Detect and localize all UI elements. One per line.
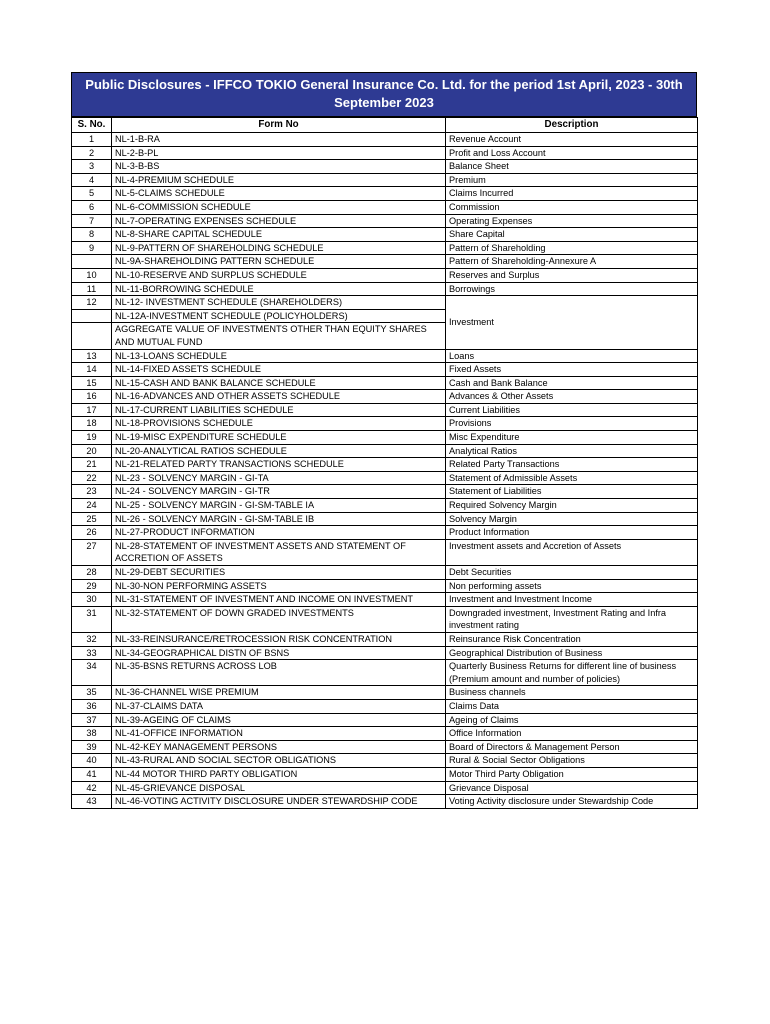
serial-number-cell: 10 bbox=[72, 268, 112, 282]
table-row bbox=[72, 686, 698, 700]
table-row bbox=[72, 403, 698, 417]
table-row bbox=[72, 187, 698, 201]
form-number-link[interactable]: NL-19-MISC EXPENDITURE SCHEDULE bbox=[112, 431, 446, 445]
description-cell: Investment assets and Accretion of Assets bbox=[446, 539, 698, 565]
form-number-link[interactable]: AGGREGATE VALUE OF INVESTMENTS OTHER THAN EQUITY SHARES AND MUTUAL FUND bbox=[112, 323, 446, 349]
description-cell: Related Party Transactions bbox=[446, 458, 698, 472]
serial-number-cell: 16 bbox=[72, 390, 112, 404]
serial-number-cell: 39 bbox=[72, 740, 112, 754]
form-number-link[interactable]: NL-2-B-PL bbox=[112, 146, 446, 160]
table-row bbox=[72, 713, 698, 727]
serial-number-cell: 37 bbox=[72, 713, 112, 727]
table-row bbox=[72, 417, 698, 431]
table-row bbox=[72, 160, 698, 174]
form-number-link[interactable]: NL-33-REINSURANCE/RETROCESSION RISK CONCENTRATION bbox=[112, 632, 446, 646]
description-cell: Solvency Margin bbox=[446, 512, 698, 526]
serial-number-cell: 9 bbox=[72, 241, 112, 255]
serial-number-cell: 26 bbox=[72, 526, 112, 540]
description-cell: Balance Sheet bbox=[446, 160, 698, 174]
description-cell: Voting Activity disclosure under Stewardship Code bbox=[446, 795, 698, 809]
form-number-link[interactable]: NL-8-SHARE CAPITAL SCHEDULE bbox=[112, 228, 446, 242]
table-row bbox=[72, 566, 698, 580]
header-description: Description bbox=[446, 118, 698, 133]
serial-number-cell: 36 bbox=[72, 699, 112, 713]
form-number-link[interactable]: NL-6-COMMISSION SCHEDULE bbox=[112, 200, 446, 214]
form-number-link[interactable]: NL-5-CLAIMS SCHEDULE bbox=[112, 187, 446, 201]
form-number-link[interactable]: NL-1-B-RA bbox=[112, 133, 446, 147]
table-row bbox=[72, 349, 698, 363]
form-number-link[interactable]: NL-32-STATEMENT OF DOWN GRADED INVESTMENTS bbox=[112, 606, 446, 632]
serial-number-cell: 8 bbox=[72, 228, 112, 242]
table-row bbox=[72, 593, 698, 607]
description-cell: Investment bbox=[446, 296, 698, 349]
serial-number-cell: 20 bbox=[72, 444, 112, 458]
description-cell: Product Information bbox=[446, 526, 698, 540]
form-number-link[interactable]: NL-30-NON PERFORMING ASSETS bbox=[112, 579, 446, 593]
description-cell: Quarterly Business Returns for different line of business (Premium amount and number of policies) bbox=[446, 660, 698, 686]
serial-number-cell: 17 bbox=[72, 403, 112, 417]
serial-number-cell: 31 bbox=[72, 606, 112, 632]
table-row bbox=[72, 727, 698, 741]
description-cell: Required Solvency Margin bbox=[446, 499, 698, 513]
description-cell: Loans bbox=[446, 349, 698, 363]
form-number-link[interactable]: NL-42-KEY MANAGEMENT PERSONS bbox=[112, 740, 446, 754]
serial-number-cell: 14 bbox=[72, 363, 112, 377]
table-row bbox=[72, 376, 698, 390]
table-row bbox=[72, 606, 698, 632]
table-row bbox=[72, 241, 698, 255]
serial-number-cell: 1 bbox=[72, 133, 112, 147]
form-number-link[interactable]: NL-4-PREMIUM SCHEDULE bbox=[112, 173, 446, 187]
description-cell: Profit and Loss Account bbox=[446, 146, 698, 160]
table-row bbox=[72, 795, 698, 809]
description-cell: Reinsurance Risk Concentration bbox=[446, 632, 698, 646]
serial-number-cell: 38 bbox=[72, 727, 112, 741]
form-number-link[interactable]: NL-31-STATEMENT OF INVESTMENT AND INCOME ON INVESTMENT bbox=[112, 593, 446, 607]
table-row bbox=[72, 363, 698, 377]
form-number-link[interactable]: NL-10-RESERVE AND SURPLUS SCHEDULE bbox=[112, 268, 446, 282]
serial-number-cell: 19 bbox=[72, 431, 112, 445]
form-number-link[interactable]: NL-43-RURAL AND SOCIAL SECTOR OBLIGATIONS bbox=[112, 754, 446, 768]
description-cell: Analytical Ratios bbox=[446, 444, 698, 458]
description-cell: Grievance Disposal bbox=[446, 781, 698, 795]
description-cell: Board of Directors & Management Person bbox=[446, 740, 698, 754]
form-number-link[interactable]: NL-9-PATTERN OF SHAREHOLDING SCHEDULE bbox=[112, 241, 446, 255]
serial-number-cell bbox=[72, 309, 112, 323]
form-number-link[interactable]: NL-12- INVESTMENT SCHEDULE (SHAREHOLDERS) bbox=[112, 296, 446, 310]
form-number-link[interactable]: NL-39-AGEING OF CLAIMS bbox=[112, 713, 446, 727]
table-row bbox=[72, 781, 698, 795]
description-cell: Borrowings bbox=[446, 282, 698, 296]
form-number-link[interactable]: NL-14-FIXED ASSETS SCHEDULE bbox=[112, 363, 446, 377]
table-row bbox=[72, 512, 698, 526]
header-form-no: Form No bbox=[112, 118, 446, 133]
table-row bbox=[72, 646, 698, 660]
serial-number-cell: 40 bbox=[72, 754, 112, 768]
table-row bbox=[72, 740, 698, 754]
serial-number-cell: 43 bbox=[72, 795, 112, 809]
table-row bbox=[72, 390, 698, 404]
serial-number-cell: 29 bbox=[72, 579, 112, 593]
form-number-link[interactable]: NL-37-CLAIMS DATA bbox=[112, 699, 446, 713]
disclosure-table bbox=[71, 117, 698, 809]
table-row bbox=[72, 526, 698, 540]
serial-number-cell: 4 bbox=[72, 173, 112, 187]
serial-number-cell: 28 bbox=[72, 566, 112, 580]
description-cell: Office Information bbox=[446, 727, 698, 741]
form-number-link[interactable]: NL-35-BSNS RETURNS ACROSS LOB bbox=[112, 660, 446, 686]
form-number-link[interactable]: NL-7-OPERATING EXPENSES SCHEDULE bbox=[112, 214, 446, 228]
form-number-link[interactable]: NL-26 - SOLVENCY MARGIN - GI-SM-TABLE IB bbox=[112, 512, 446, 526]
table-row bbox=[72, 485, 698, 499]
serial-number-cell: 35 bbox=[72, 686, 112, 700]
form-number-link[interactable]: NL-25 - SOLVENCY MARGIN - GI-SM-TABLE IA bbox=[112, 499, 446, 513]
serial-number-cell: 23 bbox=[72, 485, 112, 499]
serial-number-cell: 6 bbox=[72, 200, 112, 214]
form-number-link[interactable]: NL-24 - SOLVENCY MARGIN - GI-TR bbox=[112, 485, 446, 499]
serial-number-cell: 33 bbox=[72, 646, 112, 660]
page-title: Public Disclosures - IFFCO TOKIO General Insurance Co. Ltd. for the period 1st April, 2023 - 30th September 2023 bbox=[71, 72, 697, 117]
form-number-link[interactable]: NL-41-OFFICE INFORMATION bbox=[112, 727, 446, 741]
disclosure-sheet bbox=[71, 72, 697, 809]
table-row bbox=[72, 444, 698, 458]
description-cell: Downgraded investment, Investment Rating and Infra investment rating bbox=[446, 606, 698, 632]
form-number-link[interactable]: NL-9A-SHAREHOLDING PATTERN SCHEDULE bbox=[112, 255, 446, 269]
description-cell: Misc Expenditure bbox=[446, 431, 698, 445]
serial-number-cell: 21 bbox=[72, 458, 112, 472]
serial-number-cell: 5 bbox=[72, 187, 112, 201]
table-row bbox=[72, 632, 698, 646]
serial-number-cell: 24 bbox=[72, 499, 112, 513]
serial-number-cell: 18 bbox=[72, 417, 112, 431]
table-row bbox=[72, 200, 698, 214]
serial-number-cell: 2 bbox=[72, 146, 112, 160]
table-row bbox=[72, 471, 698, 485]
table-row bbox=[72, 146, 698, 160]
description-cell: Current Liabilities bbox=[446, 403, 698, 417]
form-number-link[interactable]: NL-18-PROVISIONS SCHEDULE bbox=[112, 417, 446, 431]
form-number-link[interactable]: NL-15-CASH AND BANK BALANCE SCHEDULE bbox=[112, 376, 446, 390]
table-row bbox=[72, 699, 698, 713]
form-number-link[interactable]: NL-16-ADVANCES AND OTHER ASSETS SCHEDULE bbox=[112, 390, 446, 404]
serial-number-cell: 32 bbox=[72, 632, 112, 646]
description-cell: Statement of Liabilities bbox=[446, 485, 698, 499]
description-cell: Reserves and Surplus bbox=[446, 268, 698, 282]
description-cell: Revenue Account bbox=[446, 133, 698, 147]
serial-number-cell: 15 bbox=[72, 376, 112, 390]
table-row bbox=[72, 255, 698, 269]
form-number-link[interactable]: NL-23 - SOLVENCY MARGIN - GI-TA bbox=[112, 471, 446, 485]
description-cell: Pattern of Shareholding bbox=[446, 241, 698, 255]
description-cell: Advances & Other Assets bbox=[446, 390, 698, 404]
table-row bbox=[72, 133, 698, 147]
description-cell: Operating Expenses bbox=[446, 214, 698, 228]
table-body bbox=[72, 133, 698, 809]
description-cell: Pattern of Shareholding-Annexure A bbox=[446, 255, 698, 269]
table-row bbox=[72, 660, 698, 686]
form-number-link[interactable]: NL-27-PRODUCT INFORMATION bbox=[112, 526, 446, 540]
serial-number-cell: 41 bbox=[72, 767, 112, 781]
description-cell: Premium bbox=[446, 173, 698, 187]
table-row bbox=[72, 458, 698, 472]
serial-number-cell: 30 bbox=[72, 593, 112, 607]
serial-number-cell: 13 bbox=[72, 349, 112, 363]
form-number-link[interactable]: NL-28-STATEMENT OF INVESTMENT ASSETS AND STATEMENT OF ACCRETION OF ASSETS bbox=[112, 539, 446, 565]
form-number-link[interactable]: NL-20-ANALYTICAL RATIOS SCHEDULE bbox=[112, 444, 446, 458]
table-row bbox=[72, 431, 698, 445]
form-number-link[interactable]: NL-45-GRIEVANCE DISPOSAL bbox=[112, 781, 446, 795]
serial-number-cell: 34 bbox=[72, 660, 112, 686]
serial-number-cell: 42 bbox=[72, 781, 112, 795]
form-number-link[interactable]: NL-44 MOTOR THIRD PARTY OBLIGATION bbox=[112, 767, 446, 781]
description-cell: Ageing of Claims bbox=[446, 713, 698, 727]
table-row bbox=[72, 173, 698, 187]
table-row bbox=[72, 767, 698, 781]
form-number-link[interactable]: NL-13-LOANS SCHEDULE bbox=[112, 349, 446, 363]
table-row bbox=[72, 228, 698, 242]
table-row bbox=[72, 539, 698, 565]
serial-number-cell: 12 bbox=[72, 296, 112, 310]
form-number-link[interactable]: NL-3-B-BS bbox=[112, 160, 446, 174]
description-cell: Claims Data bbox=[446, 699, 698, 713]
form-number-link[interactable]: NL-21-RELATED PARTY TRANSACTIONS SCHEDULE bbox=[112, 458, 446, 472]
table-row bbox=[72, 214, 698, 228]
form-number-link[interactable]: NL-12A-INVESTMENT SCHEDULE (POLICYHOLDERS) bbox=[112, 309, 446, 323]
description-cell: Provisions bbox=[446, 417, 698, 431]
description-cell: Investment and Investment Income bbox=[446, 593, 698, 607]
table-row bbox=[72, 754, 698, 768]
form-number-link[interactable]: NL-17-CURRENT LIABILITIES SCHEDULE bbox=[112, 403, 446, 417]
description-cell: Share Capital bbox=[446, 228, 698, 242]
serial-number-cell: 11 bbox=[72, 282, 112, 296]
table-row bbox=[72, 268, 698, 282]
serial-number-cell: 22 bbox=[72, 471, 112, 485]
form-number-link[interactable]: NL-34-GEOGRAPHICAL DISTN OF BSNS bbox=[112, 646, 446, 660]
serial-number-cell: 25 bbox=[72, 512, 112, 526]
description-cell: Cash and Bank Balance bbox=[446, 376, 698, 390]
description-cell: Rural & Social Sector Obligations bbox=[446, 754, 698, 768]
form-number-link[interactable]: NL-11-BORROWING SCHEDULE bbox=[112, 282, 446, 296]
serial-number-cell: 27 bbox=[72, 539, 112, 565]
form-number-link[interactable]: NL-29-DEBT SECURITIES bbox=[112, 566, 446, 580]
table-row bbox=[72, 499, 698, 513]
form-number-link[interactable]: NL-46-VOTING ACTIVITY DISCLOSURE UNDER STEWARDSHIP CODE bbox=[112, 795, 446, 809]
serial-number-cell bbox=[72, 255, 112, 269]
table-row bbox=[72, 579, 698, 593]
description-cell: Debt Securities bbox=[446, 566, 698, 580]
description-cell: Commission bbox=[446, 200, 698, 214]
serial-number-cell bbox=[72, 323, 112, 349]
table-row bbox=[72, 282, 698, 296]
description-cell: Fixed Assets bbox=[446, 363, 698, 377]
serial-number-cell: 7 bbox=[72, 214, 112, 228]
description-cell: Business channels bbox=[446, 686, 698, 700]
form-number-link[interactable]: NL-36-CHANNEL WISE PREMIUM bbox=[112, 686, 446, 700]
table-header-row bbox=[72, 118, 698, 133]
table-row bbox=[72, 296, 698, 310]
description-cell: Statement of Admissible Assets bbox=[446, 471, 698, 485]
description-cell: Geographical Distribution of Business bbox=[446, 646, 698, 660]
description-cell: Motor Third Party Obligation bbox=[446, 767, 698, 781]
header-sno: S. No. bbox=[72, 118, 112, 133]
serial-number-cell: 3 bbox=[72, 160, 112, 174]
description-cell: Claims Incurred bbox=[446, 187, 698, 201]
description-cell: Non performing assets bbox=[446, 579, 698, 593]
